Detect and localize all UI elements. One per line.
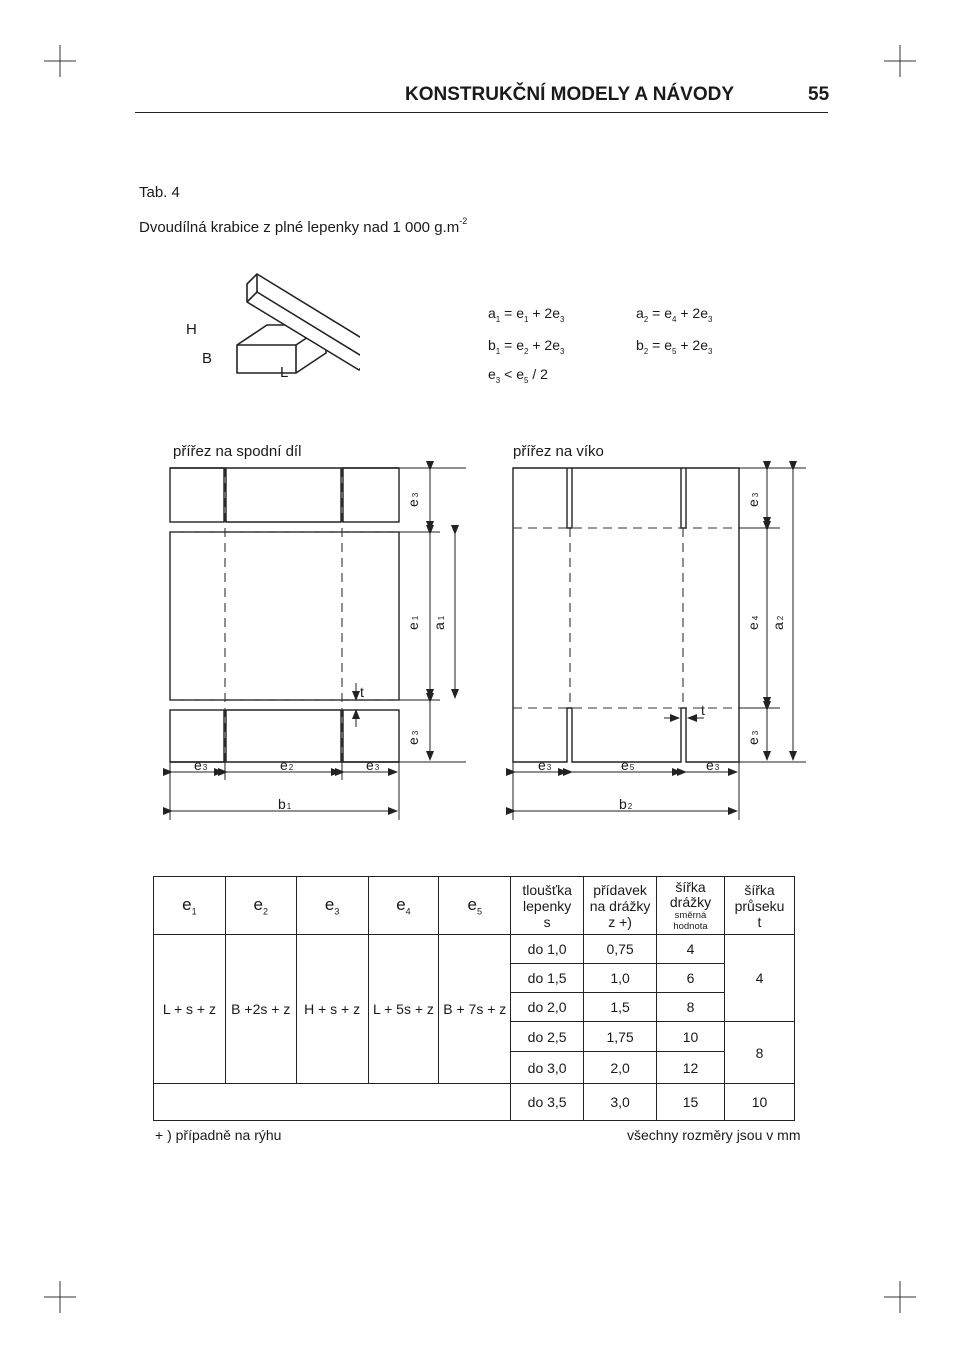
bottom-flap-tr [343, 468, 399, 522]
dim-e3-bottom-lid: e3 [745, 730, 761, 745]
th-e2: $e_2$ [225, 877, 296, 935]
dim-e3-right-lid: e3 [706, 757, 720, 773]
bottom-main-panel [170, 532, 399, 700]
th-e3: $e_3$ [296, 877, 368, 935]
table-label: Tab. 4 [139, 184, 180, 201]
cell-s: do 1,5 [511, 964, 584, 993]
table-header-row [154, 877, 795, 935]
bottom-flap-top [226, 468, 341, 522]
section-label-bottom: přířez na spodní díl [173, 443, 302, 460]
cell-s: do 1,0 [511, 935, 584, 964]
bottom-flap-bottom [226, 710, 341, 762]
bottom-flap-tl [170, 468, 224, 522]
lid-outline [513, 468, 739, 762]
cell-s: do 3,5 [511, 1084, 584, 1121]
cell-e5-formula: B + 7s + z [439, 935, 511, 1084]
cell-z: 3,0 [584, 1084, 657, 1121]
th-allowance: přídavek na drážky z +) [584, 877, 657, 935]
th-thickness: tloušťka lepenky s [511, 877, 584, 935]
dim-b1: b1 [278, 796, 292, 812]
th-groove-width: šířka drážky směrná hodnota [657, 877, 725, 935]
dim-e3-left-lid: e3 [538, 757, 552, 773]
cell-z: 1,5 [584, 993, 657, 1022]
box-label-h: H [186, 321, 197, 338]
lid-top-slots [567, 468, 686, 528]
formula-e3: $e_3 < e_5 / 2$ [488, 366, 548, 385]
box-label-b: B [202, 350, 213, 367]
cell-cut: 8 [724, 1022, 794, 1084]
dim-e3-left-bottom: e3 [194, 757, 208, 773]
table-row [154, 1084, 795, 1121]
note-right: všechny rozměry jsou v mm [627, 1127, 801, 1143]
th-e4: $e_4$ [368, 877, 439, 935]
formula-a1: $a_1 = e_1 + 2e_3$ [488, 305, 565, 324]
page-header-title: KONSTRUKČNÍ MODELY A NÁVODY [405, 84, 735, 105]
cell-cut: 4 [724, 935, 794, 1022]
formula-a2: $a_2 = e_4 + 2e_3$ [636, 305, 713, 324]
page-number: 55 [808, 84, 830, 105]
cell-s: do 2,5 [511, 1022, 584, 1052]
section-label-lid: přířez na víko [513, 443, 604, 460]
bottom-flap-bl [170, 710, 224, 762]
table-row [154, 935, 795, 964]
dim-e3-right-bottom: e3 [366, 757, 380, 773]
dim-e3-top-bottom: e3 [405, 492, 421, 507]
dim-e1: e1 [405, 615, 421, 630]
cell-z: 2,0 [584, 1052, 657, 1084]
cell-groove: 8 [657, 993, 725, 1022]
cell-groove: 10 [657, 1022, 725, 1052]
dim-e3-bottom-bottom: e3 [405, 730, 421, 745]
th-e1: $e_1$ [154, 877, 226, 935]
cell-e4-formula: L + 5s + z [368, 935, 439, 1084]
cell-groove: 4 [657, 935, 725, 964]
cell-groove: 6 [657, 964, 725, 993]
cell-cut: 10 [724, 1084, 794, 1121]
table-caption: Dvoudílná krabice z plné lepenky nad 1 000 $g.m^{-2}$ [139, 216, 468, 236]
th-e5: $e_5$ [439, 877, 511, 935]
formula-b1: $b_1 = e_2 + 2e_3$ [488, 337, 565, 356]
dim-a1: a1 [431, 615, 447, 630]
formula-b2: $b_2 = e_5 + 2e_3$ [636, 337, 713, 356]
dim-t-bottom: t [360, 684, 364, 700]
th-cut-width: šířka průseku t [724, 877, 794, 935]
dim-e5: e5 [621, 757, 635, 773]
bottom-flap-br [343, 710, 399, 762]
note-left: + ) případně na rýhu [155, 1127, 282, 1143]
cell-e2-formula: B +2s + z [225, 935, 296, 1084]
dim-t-lid: t [701, 702, 705, 718]
cell-z: 1,75 [584, 1022, 657, 1052]
dim-a2: a2 [770, 615, 786, 630]
cell-z: 0,75 [584, 935, 657, 964]
cell-s: do 3,0 [511, 1052, 584, 1084]
cell-z: 1,0 [584, 964, 657, 993]
cell-e1-formula: L + s + z [154, 935, 226, 1084]
dim-e3-top-lid: e3 [745, 492, 761, 507]
cell-s: do 2,0 [511, 993, 584, 1022]
dim-e4: e4 [745, 615, 761, 630]
cell-e3-formula: H + s + z [296, 935, 368, 1084]
cell-groove: 12 [657, 1052, 725, 1084]
spec-table [153, 876, 795, 1121]
cell-groove: 15 [657, 1084, 725, 1121]
dim-b2: b2 [619, 796, 633, 812]
dim-e2: e2 [280, 757, 294, 773]
box-label-l: L [280, 364, 289, 381]
